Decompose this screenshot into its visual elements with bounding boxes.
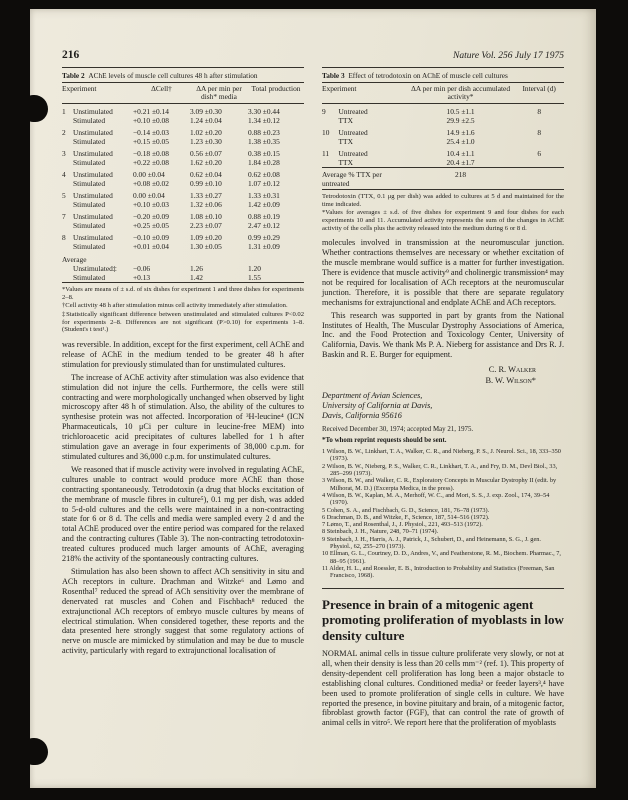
affiliation [322,391,564,420]
table2-caption: AChE levels of muscle cell cultures 48 h after stimulation [88,70,258,80]
table-row [62,273,304,283]
table3-col-activity: ΔA per min per dish accumulated activity* [407,82,515,104]
received-line: Received December 30, 1974; accepted May 21, 1975. [322,426,474,434]
cell-value: −0.06 [133,264,151,274]
table3-col-experiment: Experiment [322,82,407,104]
total-value: 0.88 ±0.23 [248,128,280,138]
total-value: 1.84 ±0.28 [248,158,280,168]
exp-label: Stimulated [73,116,106,126]
paragraph: This research was supported in part by grants from the National Institutes of Health, The Muscular Dystrophy Associations of America, Inc. and the Food Protection and Toxicology Center, University of California, Davis. We thank Ms P. A. Nieberg for assistance and Drs R. J. Baskin and R. E. Burger for equipment. [322,310,564,360]
table3-title [322,67,564,82]
activity-value: 10.4 ±1.1 [446,149,475,159]
activity-value: 14.9 ±1.6 [446,128,475,138]
media-value: 1.24 ±0.04 [190,116,222,126]
exp-label: Stimulated [73,179,106,189]
spacer-cell [62,273,73,283]
spacer-cell [322,116,339,125]
table-row [62,209,304,221]
author-name: C. R. Walker [488,365,536,375]
cell-value: −0.14 ±0.03 [133,128,169,138]
total-value: 1.55 [248,273,261,283]
total-value: 1.42 ±0.09 [248,200,280,210]
cell-value: −0.18 ±0.08 [133,149,169,159]
exp-label: Stimulated [73,273,106,283]
cell-value: 0.00 ±0.04 [133,170,165,180]
table-row [322,168,564,190]
reference-item: 6 Drachman, D. B., and Witzke, F., Science, 187, 514–516 (1972). [322,513,490,521]
right-body-text [322,238,564,360]
interval-value: 8 [537,128,542,138]
media-value: 1.33 ±0.27 [190,191,222,201]
table-row [322,125,564,137]
table-row [62,167,304,179]
exp-label: Stimulated [73,200,106,210]
cell-value: +0.15 ±0.05 [133,137,169,147]
affiliation-line: Davis, California 95616 [322,410,402,420]
exp-label: Unstimulated [73,149,113,159]
paragraph: was reversible. In addition, except for the first experiment, cell AChE and release of AChE in the medium tended to be greater 48 h after stimulation for previously stimulated than for unstimulated cultures. [62,340,304,369]
reference-item: 1 Wilson, B. W., Linkhart, T. A., Walker, C. R., and Nieberg, P. S., J. Neurol. Sci., 18, 333–350 (1973). [322,448,561,463]
total-value: 1.34 ±0.12 [248,116,280,126]
media-value: 2.23 ±0.07 [190,221,222,231]
spacer-cell [62,264,73,273]
exp-label: TTX [338,137,353,147]
table-2 [62,82,304,284]
exp-number: 9 [322,107,326,117]
table-row [322,146,564,158]
table2-col-total: Total production [248,82,304,104]
exp-number [62,200,73,209]
media-value: 1.62 ±0.20 [190,158,222,168]
table-row [62,200,304,209]
hole-punch-top-icon [30,95,48,122]
media-value: 0.62 ±0.04 [190,170,222,180]
left-column [62,67,304,656]
table2-footnotes [62,286,304,334]
table-row [62,158,304,167]
cell-value: −0.20 ±0.09 [133,212,169,222]
paragraph: Stimulation has also been shown to affect ACh sensitivity in situ and ACh receptors in culture. Drachman and Witzke⁶ and Lømo and Rosenthal⁷ reduced the spread of ACh sensitivity over the membrane of denervated rat muscles and Cohen and Fischbach⁸ reduced the extrajunctional ACh receptors of embryo muscle cultures by means of electrical stimulation. When considered together, these reports and the data presented here strongly suggest that some regulatory actions of nerve on muscle are mimicked by stimulation and may be due to muscle activity, particularly with regard to extrajunctional localisation of [62,566,304,656]
table-row [62,230,304,242]
total-value: 3.30 ±0.44 [248,107,280,117]
average-value: 218 [407,168,515,190]
author-name: B. W. Wilson* [485,375,536,385]
total-value: 1.20 [248,264,261,274]
average-label: Average % TTX per untreated [322,168,407,190]
affiliation-line: Department of Avian Sciences, [322,391,423,401]
exp-number [62,221,73,230]
reference-item: 9 Steinbach, J. H., Harris, A. J., Patrick, J., Schubert, D., and Heinemann, S. G., J. gen. Physiol., 62, 255–270 (1973). [322,535,541,551]
exp-label: Stimulated [73,158,106,168]
footnote: †Cell activity 48 h after stimulation minus cell activity immediately after stimulation. [62,302,288,310]
page-number: 216 [62,49,80,61]
exp-number: 5 [62,191,66,201]
media-value: 1.23 ±0.30 [190,137,222,147]
exp-label: Unstimulated [73,170,113,180]
exp-number: 8 [62,233,66,243]
footnote: Tetrodotoxin (TTX, 0.1 μg per dish) was added to cultures at 5 d and maintained for the time indicated. [322,192,564,208]
exp-number [62,137,73,146]
total-value: 1.38 ±0.35 [248,137,280,147]
total-value: 2.47 ±0.12 [248,221,280,231]
next-article-title: Presence in brain of a mitogenic agent promoting proliferation of myoblasts in low density culture [322,596,564,643]
spacer-cell [322,137,339,146]
table2-col-experiment: Experiment [62,82,133,104]
cell-value: +0.10 ±0.08 [133,116,169,126]
paragraph: We reasoned that if muscle activity were involved in regulating AChE, cultures unable to contract would produce more AChE than those contracting spontaneously. Tetrodotoxin (a drug that blocks excitation of the membrane of muscle fibres in culture⁵), 0.1 mg per dish, was added to 5-d-old cultures and the cells were maintained in a non-contracting state for 6 or 8 d. The cells and media were sampled every 2 d and the total AChE produced over the entire period was compared for the relaxed and the contracting cultures (Table 3). The non-contracting tetrodotoxin-treated cultures produced much larger amounts of AChE, averaging 218% the activity of the spontaneously contracting cultures. [62,464,304,564]
media-value: 1.32 ±0.06 [190,200,222,210]
reference-item: 8 Steinbach, J. H., Nature, 248, 70–71 (1974). [322,528,439,536]
reference-item: 5 Cohen, S. A., and Fischbach, G. D., Science, 181, 76–78 (1973). [322,506,490,514]
exp-label: Stimulated [73,221,106,231]
activity-value: 10.5 ±1.1 [446,107,475,117]
exp-label: Untreated [338,128,368,138]
table-row [62,242,304,251]
table2-col-media: ΔA per min per dish* media [190,82,248,104]
exp-number: 1 [62,107,66,117]
footnote: ‡Statistically significant difference between unstimulated and stimulated cultures P<0.02 for experiments 2–8. Differences are not significant (P>0.10) for experiments 1–8. (Student's t test¹.) [62,310,304,334]
exp-number: 2 [62,128,66,138]
paragraph: NORMAL animal cells in tissue culture proliferate very slowly, or not at all, when their density is less than 20 cells mm⁻² (ref. 1). This property of density-dependent cell proliferation has long been a major obstacle to establishing clonal cultures. Conditioned media² or feeder layers³,⁴ have been used to promote proliferation of single cells in culture. We have reported the presence, in bovine pituitary and brain, of a mitogenic factor, fibroblast growth factor (FGF), that can control the rate of growth of animal cells in vitro⁵. We report here that the proliferation of myoblasts [322,649,564,728]
reference-item: 11 Alder, H. L., and Roessler, E. B., Introduction to Probability and Statistics (Freeman, San Francisco, 1968). [322,564,555,580]
author-signatures [322,365,564,386]
exp-label: Unstimulated [73,212,113,222]
paragraph: The increase of AChE activity after stimulation was also evidence that stimulation did not injure the cells. Furthermore, the cells were still contracting and were morphologically unchanged when observed by light microscopy after 48 h of stimulation. Also, the ability of the cultures to synthesise protein was not affected. Incorporation of ³H-leucine⁴ (ICN Pharmaceuticals, 10 μCi per culture in leucine-free MEM) into trichloroacetic acid precipitates of cultures labelled for 1 h after stimulation gave an average in four experiments of 38,000 c.p.m. for stimulated cultures and 36,000 c.p.m. for unstimulated cultures. [62,372,304,461]
exp-label: Unstimulated [73,191,113,201]
cell-value: +0.10 ±0.03 [133,200,169,210]
table2-label: Table 2 [62,70,85,80]
footnote: *Values for averages ± s.d. of five dishes for experiment 9 and four dishes for each experiments 10 and 11. Accumulated activity represents the sum of the changes in AChE activity of the cells plus the activity released into the medium during 6 or 8 d. [322,209,564,232]
activity-value: 20.4 ±1.7 [446,158,475,168]
journal-page [30,9,596,788]
table3-col-interval: Interval (d) [514,82,564,104]
reference-item: 2 Wilson, B. W., Nieberg, P. S., Walker, C. R., Linkhart, T. A., and Fry, D. M., Devl Biol., 33, 285–299 (1973). [322,462,558,478]
left-body-text [62,340,304,656]
exp-label: TTX [338,158,353,168]
table-row [62,125,304,137]
reference-item: 10 Ellman, G. L., Courtney, D. D., Andres, V., and Featherstone, R. M., Biochem. Pharmac., 7, 88–95 (1961). [322,550,561,565]
spacer-cell [514,168,564,190]
exp-label: TTX [338,116,353,126]
exp-number: 4 [62,170,66,180]
average-label: Average [62,255,87,265]
cell-value: +0.21 ±0.14 [133,107,169,117]
exp-number: 11 [322,149,330,159]
table-row [62,221,304,230]
table-row [62,264,304,273]
exp-number [62,116,73,125]
table-row [62,188,304,200]
media-value: 3.09 ±0.30 [190,107,222,117]
exp-label: Unstimulated [73,233,113,243]
total-value: 1.31 ±0.09 [248,242,280,252]
exp-number [62,158,73,167]
exp-number: 10 [322,128,330,138]
table2-col-cell: ΔCell† [133,82,190,104]
media-value: 1.09 ±0.20 [190,233,222,243]
total-value: 0.88 ±0.19 [248,212,280,222]
media-value: 0.99 ±0.10 [190,179,222,189]
reference-item: 7 Lømo, T., and Rosenthal, J., J. Physiol., 221, 493–513 (1972). [322,521,483,529]
total-value: 1.33 ±0.31 [248,191,280,201]
table-row [62,137,304,146]
right-column [322,67,564,728]
next-article [322,588,564,729]
activity-value: 25.4 ±1.0 [446,137,475,147]
exp-label: Unstimulated [73,128,113,138]
exp-number: 7 [62,212,66,222]
media-value: 1.42 [190,273,203,283]
cell-value: +0.22 ±0.08 [133,158,169,168]
next-article-body [322,649,564,728]
activity-value: 29.9 ±2.5 [446,116,475,126]
table3-caption: Effect of tetrodotoxin on AChE of muscle cell cultures [348,70,508,80]
cell-value: +0.25 ±0.05 [133,221,169,231]
exp-number [62,179,73,188]
exp-label: Stimulated [73,242,106,252]
table3-header-row [322,82,564,104]
cell-value: −0.10 ±0.09 [133,233,169,243]
paragraph: molecules involved in transmission at the neuromuscular junction. Whether contractions themselves are necessary or whether excitation of the muscle membrane would suffice is a matter for further investigation. There is evidence that muscle activity⁹ and cholinergic transmission⁴ may not be required for localisation of ACh receptors at the neuromuscular junction. Therefore, it is possible that there are separate regulatory mechanisms for extrajunctional and endplate AChE and ACh receptors. [322,238,564,307]
table2-header-row [62,82,304,104]
table-row [322,104,564,117]
interval-value: 6 [537,149,542,159]
table-row [62,251,304,264]
exp-number [62,242,73,251]
media-value: 1.30 ±0.05 [190,242,222,252]
exp-label: Untreated [338,107,368,117]
table2-title [62,67,304,82]
affiliation-line: University of California at Davis, [322,400,433,410]
media-value: 1.02 ±0.20 [190,128,222,138]
reprint-note: *To whom reprint requests should be sent. [322,437,447,445]
total-value: 0.62 ±0.08 [248,170,280,180]
table3-footnotes [322,193,564,233]
exp-label: Untreated [338,149,368,159]
media-value: 1.26 [190,264,203,274]
cell-value: 0.00 ±0.04 [133,191,165,201]
cell-value: +0.01 ±0.04 [133,242,169,252]
interval-value: 8 [537,107,542,117]
spacer-cell [322,158,339,168]
cell-value: +0.13 [133,273,151,283]
reference-item: 3 Wilson, B. W., and Walker, C. R., Exploratory Concepts in Muscular Dystrophy II (edit. by Milhorat, M. D.) (Excerpta Medica, in the press). [322,477,557,492]
table-row [62,104,304,117]
total-value: 1.07 ±0.12 [248,179,280,189]
page-header [62,49,564,61]
table-row [62,179,304,188]
table-row [62,146,304,158]
table-row [62,116,304,125]
media-value: 0.56 ±0.07 [190,149,222,159]
total-value: 0.38 ±0.15 [248,149,280,159]
reference-list [322,448,564,579]
table3-label: Table 3 [322,70,345,80]
exp-label: Unstimulated‡ [73,264,117,274]
total-value: 0.99 ±0.29 [248,233,280,243]
reference-item: 4 Wilson, B. W., Kaplan, M. A., Merhoff, W. C., and Mori, S. S., J. exp. Zool., 174, 39–54 (1970). [322,491,550,507]
hole-punch-bottom-icon [30,738,48,765]
cell-value: +0.08 ±0.02 [133,179,169,189]
exp-label: Unstimulated [73,107,113,117]
exp-label: Stimulated [73,137,106,147]
footnote: *Values are means of ± s.d. of six dishes for experiment 1 and three dishes for experiments 2–8. [62,285,304,301]
media-value: 1.08 ±0.10 [190,212,222,222]
exp-number: 3 [62,149,66,159]
table-3 [322,82,564,191]
journal-title: Nature Vol. 256 July 17 1975 [453,51,564,61]
